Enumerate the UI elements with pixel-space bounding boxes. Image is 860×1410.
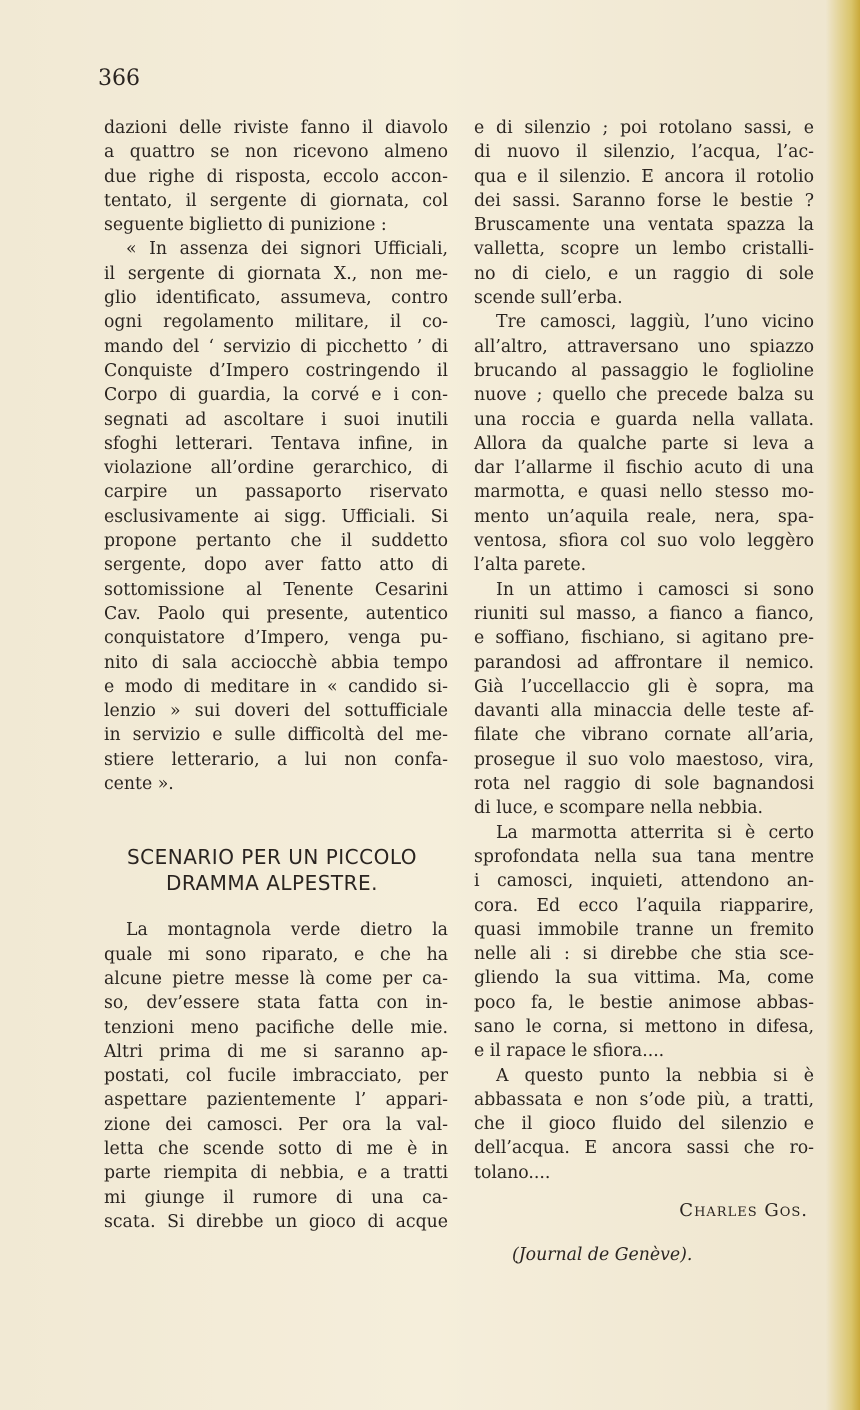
text-line: rota nel raggio di sole bagnandosi — [474, 774, 814, 795]
text-line: brucando al passaggio le foglioline — [474, 360, 814, 381]
text-line: nelle ali : si direbbe che stia sce- — [474, 944, 814, 965]
text-line: gliendo la sua vittima. Ma, come — [474, 968, 814, 989]
text-line: conquistatore d’Impero, venga pu- — [104, 628, 448, 649]
text-line: Già l’uccellaccio gli è sopra, ma — [474, 676, 814, 697]
paragraph — [104, 116, 448, 237]
text-line: sottomissione al Tenente Cesarini — [104, 579, 448, 600]
text-line: seguente biglietto di punizione : — [104, 215, 387, 236]
text-line: A questo punto la nebbia si è — [496, 1065, 814, 1086]
page-number: 366 — [98, 66, 140, 91]
text-line: di luce, e scompare nella nebbia. — [474, 798, 764, 819]
text-line: Corpo di guardia, la corvé e i con- — [104, 385, 448, 406]
text-line: parte riempita di nebbia, e a tratti — [104, 1163, 448, 1184]
text-line: Conquiste d’Impero costringendo il — [104, 360, 448, 381]
text-line: davanti alla minaccia delle teste af- — [474, 701, 814, 722]
text-line: scende sull’erba. — [474, 288, 623, 309]
text-line: tenzioni meno pacifiche delle mie. — [104, 1017, 448, 1038]
text-line: propone pertanto che il suddetto — [104, 531, 448, 552]
text-line: riuniti sul masso, a fianco a fianco, — [474, 603, 814, 624]
text-line: in servizio e sulle difficoltà del me- — [104, 725, 448, 746]
text-line: che il gioco fluido del silenzio e — [474, 1114, 814, 1135]
text-line: tolano.... — [474, 1162, 551, 1183]
text-line: tentato, il sergente di giornata, col — [104, 190, 448, 211]
text-line: abbassata e non s’ode più, a tratti, — [474, 1089, 814, 1110]
text-line: lenzio » sui doveri del sottufficiale — [104, 701, 448, 722]
text-line: postati, col fucile imbracciato, per — [104, 1066, 448, 1087]
text-line: poco fa, le bestie animose abbas- — [474, 992, 814, 1013]
text-line: una roccia e guarda nella vallata. — [474, 409, 814, 430]
paragraph — [474, 821, 814, 1064]
left-column — [104, 116, 448, 1234]
text-line: zione dei camosci. Per ora la val- — [104, 1114, 448, 1135]
text-line: sano le corna, si mettono in difesa, — [474, 1016, 814, 1037]
text-line: quale mi sono riparato, e che ha — [104, 944, 448, 965]
author-signature: Charles Gos. — [679, 1200, 808, 1222]
text-line: La montagnola verde dietro la — [126, 920, 448, 941]
heading-line: DRAMMA ALPESTRE. — [165, 871, 379, 896]
text-line: Allora da qualche parte si leva a — [474, 433, 814, 454]
text-line: e il rapace le sfiora.... — [474, 1041, 665, 1062]
text-line: quasi immobile tranne un fremito — [474, 919, 814, 940]
text-line: a quattro se non ricevono almeno — [104, 142, 448, 163]
text-line: due righe di risposta, eccolo accon- — [104, 166, 448, 187]
text-line: i camosci, inquieti, attendono an- — [474, 871, 814, 892]
text-line: La marmotta atterrita si è certo — [496, 822, 814, 843]
text-line: carpire un passaporto riservato — [104, 482, 448, 503]
text-line: valletta, scopre un lembo cristalli- — [474, 239, 814, 260]
text-line: parandosi ad affrontare il nemico. — [474, 652, 814, 673]
text-line: so, dev’essere stata fatta con in- — [104, 993, 448, 1014]
text-line: sfoghi letterari. Tentava infine, in — [104, 433, 448, 454]
text-line: e di silenzio ; poi rotolano sassi, e — [474, 118, 814, 138]
text-line: glio identificato, assumeva, contro — [104, 288, 448, 309]
text-line: prosegue il suo volo maestoso, vira, — [474, 749, 814, 770]
text-line: ventosa, sfiora col suo volo leggèro — [474, 531, 814, 552]
right-column — [474, 116, 814, 1268]
text-line: Bruscamente una ventata spazza la — [474, 215, 814, 236]
text-line: cente ». — [104, 774, 174, 795]
text-line: mi giunge il rumore di una ca- — [104, 1187, 448, 1208]
text-line: Altri prima di me si saranno ap- — [104, 1041, 448, 1062]
text-line: mando del ‘ servizio di picchetto ’ di — [104, 336, 448, 357]
text-line: dei sassi. Saranno forse le bestie ? — [474, 190, 814, 211]
source-citation: (Journal de Genève). — [512, 1245, 693, 1266]
text-line: filate che vibrano cornate all’aria, — [474, 725, 814, 746]
text-line: nito di sala acciocchè abbia tempo — [104, 652, 448, 673]
text-line: violazione all’ordine gerarchico, di — [104, 458, 448, 479]
text-line: Tre camosci, laggiù, l’uno vicino — [496, 312, 814, 333]
text-line: segnati ad ascoltare i suoi inutili — [104, 409, 448, 430]
text-line: stiere letterario, a lui non confa- — [104, 749, 448, 770]
text-line: ogni regolamento militare, il co- — [104, 312, 448, 333]
text-line: mento un’aquila reale, nera, spa- — [474, 506, 814, 527]
text-line: dazioni delle riviste fanno il diavolo — [104, 118, 448, 138]
text-line: esclusivamente ai sigg. Ufficiali. Si — [104, 506, 448, 527]
text-line: cora. Ed ecco l’aquila riapparire, — [474, 895, 814, 916]
text-line: « In assenza dei signori Ufficiali, — [126, 239, 448, 260]
text-line: e soffiano, fischiano, si agitano pre- — [474, 628, 814, 649]
text-line: dell’acqua. E ancora sassi che ro- — [474, 1138, 814, 1159]
text-line: In un attimo i camosci si sono — [496, 579, 814, 600]
text-line: l’alta parete. — [474, 555, 587, 576]
section-heading — [104, 844, 448, 896]
text-line: all’altro, attraversano uno spiazzo — [474, 336, 814, 357]
text-line: sergente, dopo aver fatto atto di — [104, 555, 448, 576]
text-line: e modo di meditare in « candido si- — [104, 676, 448, 697]
paragraph — [474, 310, 814, 577]
text-line: qua e il silenzio. E ancora il rotolio — [474, 166, 814, 187]
text-line: di nuovo il silenzio, l’acqua, l’ac- — [474, 142, 814, 163]
text-line: aspettare pazientemente l’ appari- — [104, 1090, 448, 1111]
text-line: sprofondata nella sua tana mentre — [474, 846, 814, 867]
text-line: nuove ; quello che precede balza su — [474, 385, 814, 406]
text-line: letta che scende sotto di me è in — [104, 1138, 448, 1159]
heading-line: SCENARIO PER UN PICCOLO — [126, 845, 418, 870]
paragraph — [104, 918, 448, 1234]
paragraph — [474, 578, 814, 821]
paragraph — [104, 237, 448, 796]
paragraph — [474, 1064, 814, 1185]
text-line: il sergente di giornata X., non me- — [104, 263, 448, 284]
paragraph — [474, 116, 814, 310]
text-line: scata. Si direbbe un gioco di acque — [104, 1211, 448, 1232]
text-line: no di cielo, e un raggio di sole — [474, 263, 814, 284]
text-line: Cav. Paolo qui presente, autentico — [104, 603, 448, 624]
text-line: alcune pietre messe là come per ca- — [104, 968, 448, 989]
text-line: marmotta, e quasi nello stesso mo- — [474, 482, 814, 503]
text-line: dar l’allarme il fischio acuto di una — [474, 458, 814, 479]
